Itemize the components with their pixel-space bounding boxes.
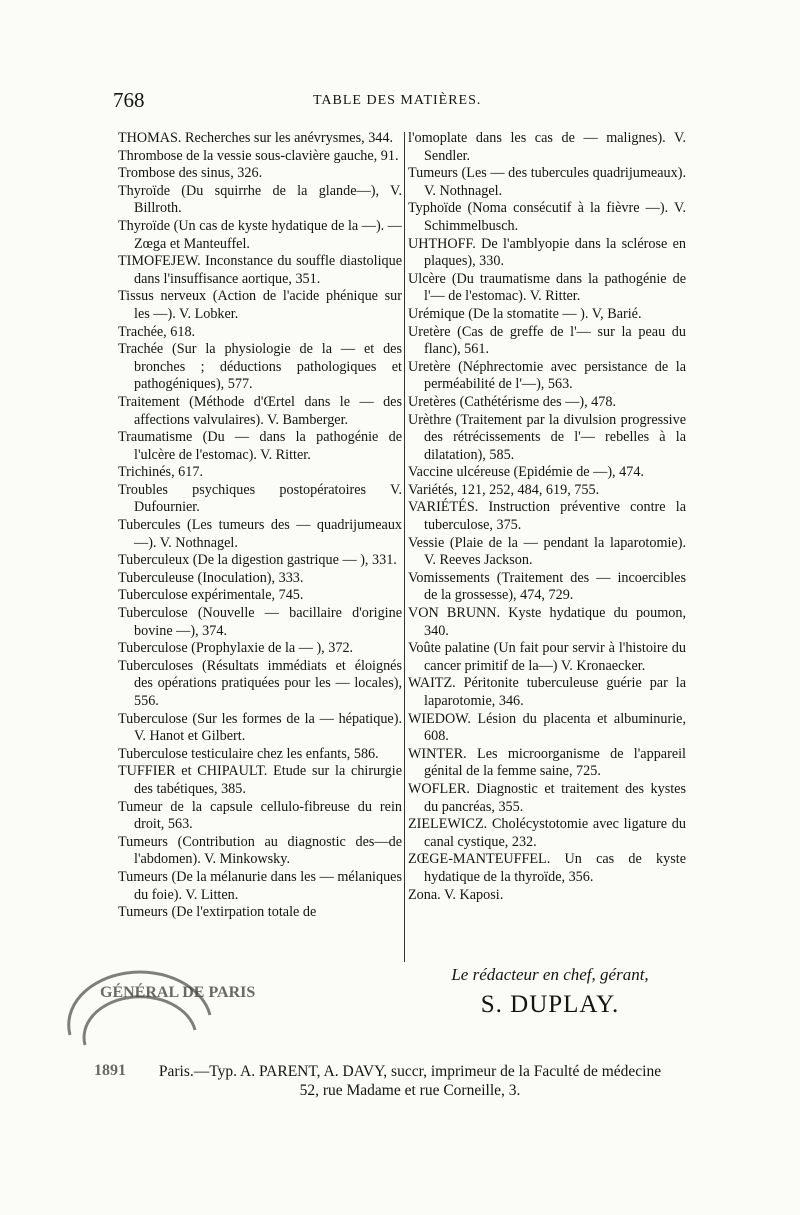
index-entry: Thyroïde (Du squirrhe de la glande—), V. Billroth. [118, 182, 402, 217]
stamp-text-top: GÉNÉRAL DE PARIS [100, 984, 256, 1001]
editor-role: Le rédacteur en chef, gérant, [451, 965, 649, 984]
index-entry: Tumeurs (De l'extirpation totale de [118, 904, 317, 921]
index-entry: Vomissements (Traitement des — incoercibles de la grossesse), 474, 729. [408, 569, 686, 604]
signoff [410, 965, 690, 1019]
index-entry: Traitement (Méthode d'Œrtel dans le — des affections valvulaires). V. Bamberger. [118, 393, 402, 428]
index-entry: Uretères (Cathétérisme des —), 478. [408, 393, 617, 410]
index-entry: Urémique (De la stomatite — ). V, Barié. [408, 305, 642, 322]
index-entry: Tuberculose (Sur les formes de la — hépatique). V. Hanot et Gilbert. [118, 710, 402, 745]
index-entry: Tissus nerveux (Action de l'acide phénique sur les —). V. Lobker. [118, 288, 402, 322]
index-entry: Tumeurs (Contribution au diagnostic des—de l'abdomen). V. Minkowsky. [118, 833, 402, 868]
index-entry: Tuberculose (Nouvelle — bacillaire d'origine bovine —), 374. [118, 605, 402, 639]
index-entry: Variétés, 121, 252, 484, 619, 755. [408, 481, 600, 498]
column-divider [404, 132, 405, 962]
index-entry: Tuberculose expérimentale, 745. [118, 587, 304, 604]
index-entry: Trombose des sinus, 326. [118, 165, 263, 182]
index-entry: Tuberculoses (Résultats immédiats et éloignés des opérations pratiquées pour les — locales), 556. [118, 657, 402, 709]
running-title: TABLE DES MATIÈRES. [313, 93, 482, 108]
imprint-line-2: 52, rue Madame et rue Corneille, 3. [299, 1082, 521, 1099]
index-entry: Vaccine ulcéreuse (Epidémie de —), 474. [408, 464, 644, 481]
index-entry: TUFFIER et CHIPAULT. Etude sur la chirurgie des tabétiques, 385. [118, 763, 402, 797]
index-entry: l'omoplate dans les cas de — malignes). V. Sendler. [408, 130, 686, 164]
index-entry: Traumatisme (Du — dans la pathogénie de l'ulcère de l'estomac). V. Ritter. [118, 429, 402, 463]
index-entry: Tuberculeux (De la digestion gastrique — ), 331. [118, 552, 397, 569]
index-entry: WOFLER. Diagnostic et traitement des kystes du pancréas, 355. [408, 780, 686, 815]
index-entry: Urèthre (Traitement par la divulsion progressive des rétrécissements de l'— rebelles à la dilatation), 585. [408, 411, 686, 463]
index-entry: VON BRUNN. Kyste hydatique du poumon, 340. [408, 605, 686, 639]
index-entry: Tumeurs (De la mélanurie dans les — mélaniques du foie). V. Litten. [118, 868, 402, 903]
index-entry: TIMOFEJEW. Inconstance du souffle diastolique dans l'insuffisance aortique, 351. [118, 253, 402, 287]
index-entry: THOMAS. Recherches sur les anévrysmes, 344. [118, 130, 394, 146]
index-entry: Trichinés, 617. [118, 464, 203, 481]
index-entry: Tuberculeuse (Inoculation), 333. [118, 569, 304, 586]
index-column-right [408, 130, 686, 904]
index-entry: Tuberculose testiculaire chez les enfants, 586. [118, 745, 379, 762]
index-entry: Zona. V. Kaposi. [408, 886, 504, 903]
index-entry: Troubles psychiques postopératoires V. Dufournier. [118, 481, 402, 516]
index-column-left [118, 130, 402, 922]
editor-name: S. DUPLAY. [480, 991, 620, 1018]
index-entry: Thrombose de la vessie sous-clavière gauche, 91. [118, 147, 399, 164]
index-entry: Trachée (Sur la physiologie de la — et des bronches ; déductions pathologiques et pathogéniques), 577. [118, 341, 402, 393]
index-entry: Trachée, 618. [118, 323, 196, 340]
index-entry: WINTER. Les microorganisme de l'appareil génital de la femme saine, 725. [408, 745, 686, 780]
page-header [113, 88, 683, 114]
index-entry: WAITZ. Péritonite tuberculeuse guérie par la laparotomie, 346. [408, 675, 686, 709]
index-entry: VARIÉTÉS. Instruction préventive contre la tuberculose, 375. [408, 499, 686, 534]
index-entry: UHTHOFF. De l'amblyopie dans la sclérose en plaques), 330. [408, 235, 686, 270]
index-entry: Vessie (Plaie de la — pendant la laparotomie). V. Reeves Jackson. [408, 534, 686, 569]
index-entry: Tumeurs (Les — des tubercules quadrijumeaux). V. Nothnagel. [408, 165, 686, 199]
index-entry: Uretère (Cas de greffe de l'— sur la peau du flanc), 561. [408, 323, 686, 358]
index-entry: Tuberculose (Prophylaxie de la — ), 372. [118, 640, 354, 657]
index-entry: Tumeur de la capsule cellulo-fibreuse du rein droit, 563. [118, 798, 402, 833]
index-entry: ZŒGE-MANTEUFFEL. Un cas de kyste hydatique de la thyroïde, 356. [408, 851, 686, 885]
index-entry: Uretère (Néphrectomie avec persistance de la perméabilité de l'—), 563. [408, 358, 686, 393]
index-entry: WIEDOW. Lésion du placenta et albuminurie, 608. [408, 710, 686, 745]
index-entry: Ulcère (Du traumatisme dans la pathogénie de l'— de l'estomac). V. Ritter. [408, 270, 686, 305]
index-entry: Thyroïde (Un cas de kyste hydatique de la —). — Zœga et Manteuffel. [118, 217, 402, 252]
index-entry: ZIELEWICZ. Cholécystotomie avec ligature du canal cystique, 232. [408, 816, 686, 850]
page-number: 768 [113, 88, 145, 112]
index-entry: Voûte palatine (Un fait pour servir à l'histoire du cancer primitif de la—) V. Kronaecker. [408, 640, 686, 674]
index-entry: Typhoïde (Noma consécutif à la fièvre —). V. Schimmelbusch. [408, 200, 686, 234]
imprint-line-1: Paris.—Typ. A. PARENT, A. DAVY, succr, imprimeur de la Faculté de médecine [158, 1063, 662, 1080]
index-entry: Tubercules (Les tumeurs des — quadrijumeaux—). V. Nothnagel. [118, 517, 402, 551]
printer-imprint [130, 1062, 690, 1100]
stamp-text-bottom: 1891 [94, 1062, 126, 1079]
